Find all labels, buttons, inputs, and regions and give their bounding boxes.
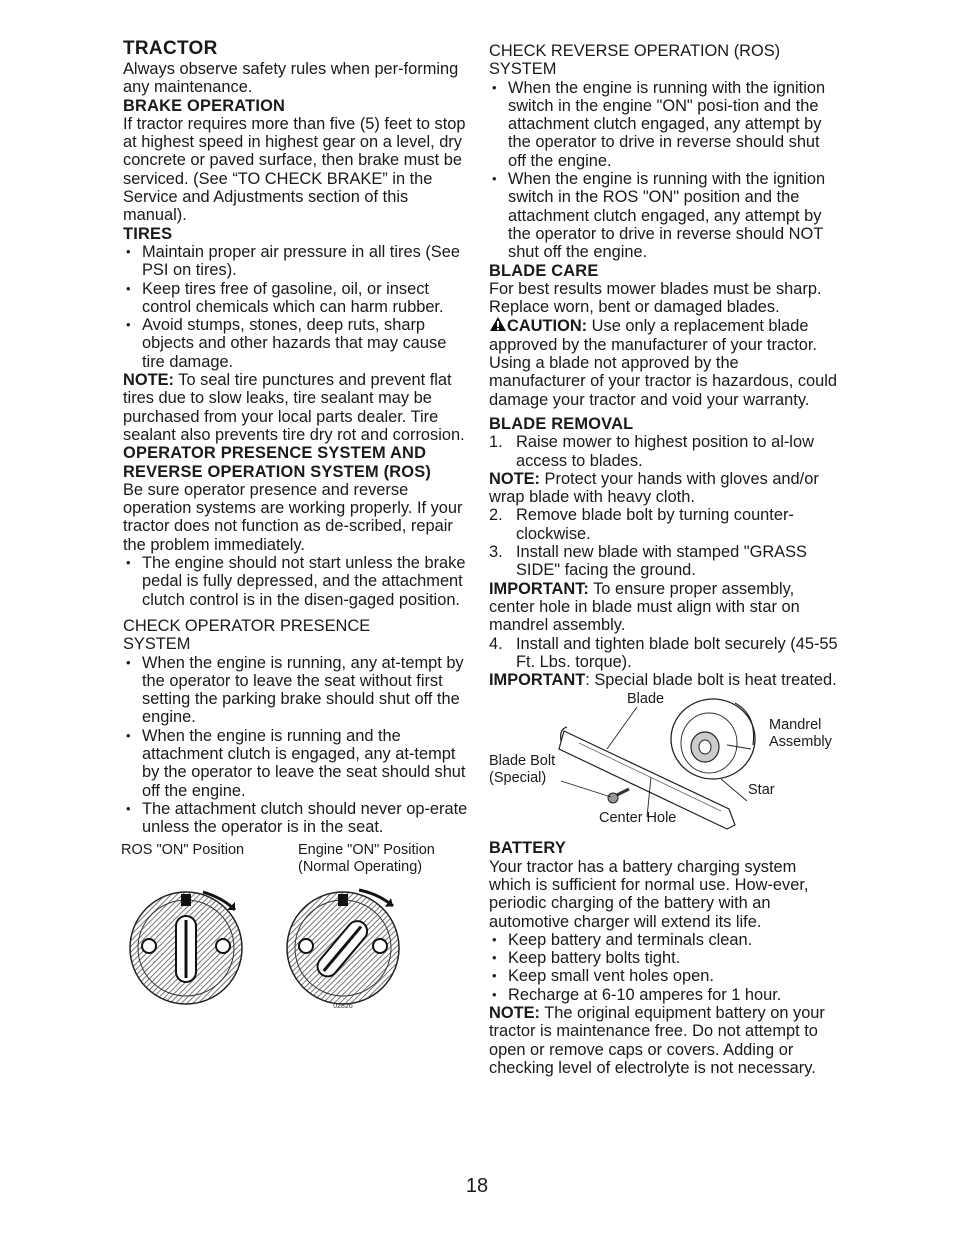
- caution-text: Use only a replacement blade approved by the manufacturer of your tractor. Using a blade not approved by the manufacturer of your tractor is hazardous, could damage your tractor and void your warranty.: [489, 317, 838, 409]
- label-star: Star: [748, 782, 775, 799]
- check-ops-list: [123, 654, 469, 837]
- blade-care-text: For best results mower blades must be sharp. Replace worn, bent or damaged blades.: [489, 279, 822, 317]
- list-item: • The engine should not start unless the brake pedal is fully depressed, and the attachment clutch control is in the disen-gaged position.: [123, 554, 469, 609]
- label-mandrel: Mandrel: [769, 717, 822, 734]
- tires-note: [123, 371, 469, 444]
- engine-knob-icon: [287, 890, 399, 1004]
- bolt-icon: [608, 789, 629, 803]
- ops-list: [123, 554, 469, 609]
- ignition-switch-illustration: [123, 880, 469, 1010]
- blade-removal-steps: [489, 433, 839, 470]
- ops-heading-line-2: REVERSE OPERATION SYSTEM (ROS): [123, 462, 432, 481]
- ros-knob-icon: [130, 892, 242, 1004]
- label-blade-bolt: Blade Bolt: [489, 753, 556, 770]
- label-assembly: Assembly: [769, 734, 832, 751]
- important-1: [489, 580, 839, 635]
- list-item: • When the engine is running with the ignition switch in the ROS "ON" position and the attachment clutch engaged, any attempt by the operator to drive in reverse should NOT shut off the engine.: [489, 170, 839, 261]
- blade-removal-heading: BLADE REMOVAL: [489, 414, 634, 433]
- ops-heading-line-1: OPERATOR PRESENCE SYSTEM AND: [123, 444, 427, 463]
- step-1: 1. Raise mower to highest position to al-low access to blades.: [489, 433, 839, 470]
- note-text: To seal tire punctures and prevent flat tires due to slow leaks, tire sealant may be purchased from your local parts dealer. Tire sealant also prevents tire dry rot and corrosion.: [123, 371, 465, 444]
- battery-heading: BATTERY: [489, 839, 566, 858]
- list-item: • Keep battery bolts tight.: [489, 949, 839, 967]
- caution-paragraph: [489, 316, 839, 408]
- important-2: [489, 671, 839, 689]
- list-item: • Keep tires free of gasoline, oil, or insect control chemicals which can harm rubber.: [123, 280, 469, 317]
- list-item: • Maintain proper air pressure in all tires (See PSI on tires).: [123, 243, 469, 280]
- important-label: IMPORTANT: [489, 671, 586, 690]
- left-column: [123, 38, 469, 1010]
- label-center-hole: Center Hole: [599, 810, 677, 827]
- tractor-intro: Always observe safety rules when per-forming any maintenance.: [123, 60, 459, 97]
- list-item: • Keep battery and terminals clean.: [489, 931, 839, 949]
- label-special: (Special): [489, 770, 547, 787]
- note-text: The original equipment battery on your tractor is maintenance free. Do not attempt to open or remove caps or covers. Adding or checking level of electrolyte is not necessary.: [489, 1004, 825, 1077]
- knob-labels: [123, 842, 469, 880]
- ignition-switch-figures: [123, 880, 469, 1010]
- right-column: [489, 42, 839, 1077]
- blade-care-heading: BLADE CARE: [489, 261, 599, 280]
- tires-list: [123, 243, 469, 371]
- knob-label-engine: Engine "ON" Position: [298, 842, 435, 859]
- check-ros-list: [489, 79, 839, 262]
- list-item: • When the engine is running with the ignition switch in the engine "ON" posi-tion and the attachment clutch engaged, any attempt by the operator to drive in reverse should shut off the engine.: [489, 79, 839, 170]
- battery-note: [489, 1004, 839, 1077]
- list-item: • The attachment clutch should never op-erate unless the operator is in the seat.: [123, 800, 469, 837]
- blade-diagram: [489, 689, 839, 839]
- blade-removal-steps-2: [489, 506, 839, 579]
- warning-triangle-icon: [489, 316, 507, 332]
- note-text: Protect your hands with gloves and/or wrap blade with heavy cloth.: [489, 469, 819, 507]
- check-ros-heading: CHECK REVERSE OPERATION (ROS) SYSTEM: [489, 42, 781, 79]
- battery-text: Your tractor has a battery charging system which is sufficient for normal use. How-ever, periodic charging of the battery with an automotive charger will extend its life.: [489, 857, 809, 931]
- note-label: NOTE:: [489, 1004, 540, 1023]
- ops-text: Be sure operator presence and reverse operation systems are working properly. If your tractor does not function as de-scribed, repair the problem immediately.: [123, 480, 463, 554]
- knob-label-ros: ROS "ON" Position: [121, 842, 245, 859]
- note-1: [489, 470, 839, 507]
- page-number: 18: [465, 1175, 489, 1197]
- figure-code: 02826: [333, 1003, 353, 1011]
- important-text: To ensure proper assembly, center hole in blade must align with star on mandrel assembly.: [489, 579, 800, 635]
- caution-label: CAUTION:: [507, 317, 588, 336]
- important-text: : Special blade bolt is heat treated.: [585, 671, 837, 690]
- note-label: NOTE:: [489, 469, 540, 488]
- step-4: 4. Install and tighten blade bolt securely (45-55 Ft. Lbs. torque).: [489, 635, 839, 672]
- list-item: • When the engine is running, any at-tempt by the operator to leave the seat without first setting the parking brake should shut off the engine.: [123, 654, 469, 727]
- note-label: NOTE:: [123, 371, 174, 390]
- list-item: • Avoid stumps, stones, deep ruts, sharp objects and other hazards that may cause tire damage.: [123, 316, 469, 371]
- list-item: • When the engine is running and the attachment clutch is engaged, any at-tempt by the operator to leave the seat should shut off the engine.: [123, 727, 469, 800]
- step-3: 3. Install new blade with stamped "GRASS SIDE" facing the ground.: [489, 543, 839, 580]
- important-label: IMPORTANT:: [489, 579, 589, 598]
- battery-list: [489, 931, 839, 1004]
- label-blade: Blade: [627, 691, 665, 708]
- tractor-heading: TRACTOR: [123, 38, 218, 59]
- knob-label-engine-sub: (Normal Operating): [298, 859, 423, 876]
- list-item: • Recharge at 6-10 amperes for 1 hour.: [489, 986, 839, 1004]
- list-item: • Keep small vent holes open.: [489, 967, 839, 985]
- brake-text: If tractor requires more than five (5) feet to stop at highest speed in highest gear on a level, dry concrete or paved surface, then brake must be serviced. (See “TO CHECK BRAKE” in the Service and Adjustments section of this manual).: [123, 114, 466, 225]
- step-2: 2. Remove blade bolt by turning counter-clockwise.: [489, 506, 839, 543]
- blade-removal-steps-3: [489, 635, 839, 672]
- brake-heading: BRAKE OPERATION: [123, 96, 286, 115]
- tires-heading: TIRES: [123, 224, 173, 243]
- check-ops-heading: CHECK OPERATOR PRESENCE SYSTEM: [123, 616, 371, 654]
